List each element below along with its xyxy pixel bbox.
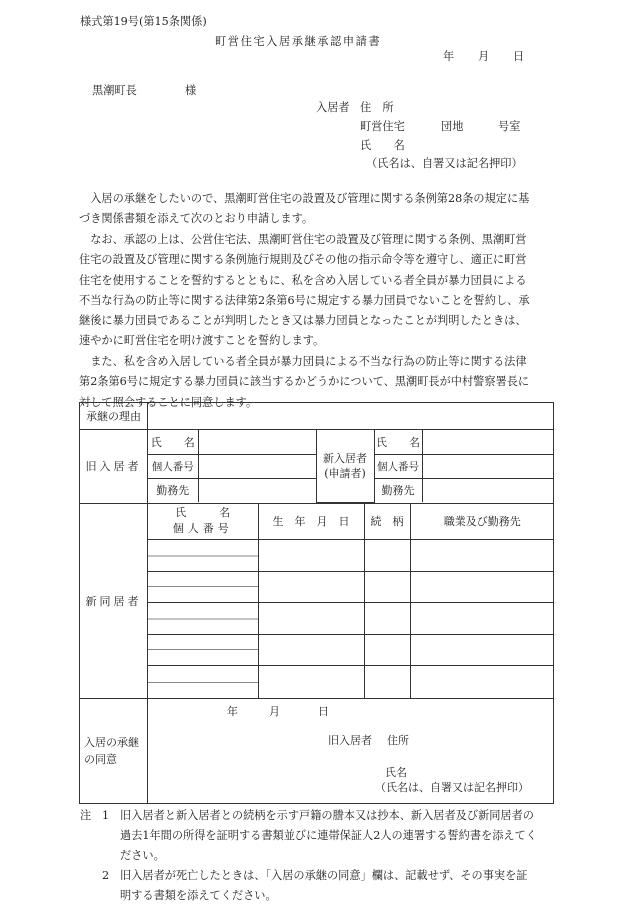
new-resident-personal-number-field[interactable] bbox=[422, 454, 554, 478]
form-number: 様式第19号(第15条関係) bbox=[80, 15, 207, 28]
applicant-name-label: 氏 名 bbox=[360, 139, 405, 152]
cohabitant-job-header: 職業及び勤務先 bbox=[410, 504, 554, 540]
consent-month: 月 bbox=[269, 704, 280, 718]
consent-year: 年 bbox=[227, 704, 238, 718]
cohabitant-name-header: 氏 名 bbox=[175, 506, 231, 520]
consent-signature-note: （氏名は、自署又は記名押印） bbox=[375, 780, 529, 794]
consent-address-label: 住所 bbox=[387, 733, 409, 747]
applicant-address-label: 住 所 bbox=[360, 101, 394, 114]
applicant-signature-note: （氏名は、自署又は記名押印） bbox=[366, 157, 523, 170]
addressee-honorific: 様 bbox=[185, 84, 197, 97]
note-number-2: 2 bbox=[102, 869, 110, 882]
applicant-room: 号室 bbox=[498, 120, 521, 133]
new-resident-workplace-field[interactable] bbox=[422, 478, 554, 502]
cohabitant-job-cell[interactable] bbox=[410, 540, 554, 572]
note-2-line-2: 明する書類を添えてください。 bbox=[120, 889, 277, 902]
reason-label: 承継の理由 bbox=[80, 403, 148, 430]
cohabitant-name-cell[interactable] bbox=[148, 634, 258, 666]
new-resident-personal-number-label: 個人番号 bbox=[374, 454, 422, 478]
cohabitant-name-cell[interactable] bbox=[148, 666, 258, 698]
cohabitant-job-cell[interactable] bbox=[410, 666, 554, 698]
consent-label: 入居の承継の同意 bbox=[80, 698, 148, 803]
date-day: 日 bbox=[513, 50, 525, 63]
cohabitant-name-header-cell bbox=[148, 504, 258, 540]
old-resident-name-label: 氏 名 bbox=[148, 430, 198, 454]
table-row bbox=[148, 666, 554, 698]
consent-old-resident: 旧入居者 bbox=[328, 733, 372, 747]
old-resident-label: 旧入居者 bbox=[80, 430, 148, 504]
table-row bbox=[148, 603, 554, 635]
note-number-1: 1 bbox=[102, 809, 110, 822]
table-row bbox=[148, 634, 554, 666]
applicant-label: 入居者 bbox=[316, 101, 350, 114]
addressee-name: 黒潮町長 bbox=[92, 84, 137, 97]
cohabitant-name-cell[interactable] bbox=[148, 540, 258, 572]
date-year: 年 bbox=[443, 50, 455, 63]
cohabitant-relation-cell[interactable] bbox=[364, 571, 410, 603]
page-title: 町営住宅入居承継承認申請書 bbox=[215, 35, 382, 48]
new-resident-workplace-label: 勤務先 bbox=[374, 478, 422, 502]
cohabitant-birth-cell[interactable] bbox=[258, 540, 364, 572]
table-row bbox=[148, 540, 554, 572]
old-resident-workplace-field[interactable] bbox=[198, 478, 316, 502]
date-month: 月 bbox=[478, 50, 490, 63]
cohabitant-birth-cell[interactable] bbox=[258, 571, 364, 603]
cohabitant-relation-cell[interactable] bbox=[364, 603, 410, 635]
applicant-danchi: 団地 bbox=[441, 120, 464, 133]
table-row bbox=[148, 571, 554, 603]
new-resident-label-cell bbox=[316, 430, 374, 502]
cohabitant-relation-cell[interactable] bbox=[364, 634, 410, 666]
reason-field[interactable] bbox=[148, 403, 554, 430]
cohabitant-relation-cell[interactable] bbox=[364, 540, 410, 572]
cohabitant-label: 新同居者 bbox=[80, 503, 148, 698]
applicant-housing-label: 町営住宅 bbox=[360, 120, 405, 133]
cohabitant-job-cell[interactable] bbox=[410, 603, 554, 635]
new-resident-name-field[interactable] bbox=[422, 430, 554, 454]
consent-name-label: 氏名 bbox=[385, 765, 407, 779]
cohabitant-birth-cell[interactable] bbox=[258, 634, 364, 666]
cohabitant-name-cell[interactable] bbox=[148, 571, 258, 603]
body-paragraph-3: また、私を含め入居している者全員が暴力団員による不当な行為の防止等に関する法律 第2条第6号に規定する暴力団員に該当するかどうかについて、黒潮町長が中村警察署長に 対して照会することに同意します。 bbox=[79, 355, 530, 409]
notes-prefix: 注 bbox=[80, 809, 92, 822]
new-resident-label: 新入居者 bbox=[323, 451, 367, 465]
cohabitant-birth-cell[interactable] bbox=[258, 603, 364, 635]
note-1-line-1: 旧入居者と新入居者との続柄を示す戸籍の謄本又は抄本、新入居者及び新同居者の bbox=[120, 809, 534, 822]
body-paragraph-2: なお、承認の上は、公営住宅法、黒潮町営住宅の設置及び管理に関する条例、黒潮町営 住宅の設置及び管理に関する条例施行規則及びその他の指示命令等を遵守し、適正に町営 住宅を使用することを誓約するとともに、私を含め入居している者全員が暴力団員による 不当な行為の防止等に関する法律第2条第6号に規定する暴力団員でないことを誓約し、承 継後に暴力団員であることが判明したとき又は暴力団員となったことが判明したときは、 速やかに町営住宅を明け渡すことを誓約します。 bbox=[79, 233, 530, 348]
cohabitant-relation-header: 続 柄 bbox=[364, 504, 410, 540]
cohabitant-birth-header: 生 年 月 日 bbox=[258, 504, 364, 540]
old-resident-workplace-label: 勤務先 bbox=[148, 478, 198, 502]
old-resident-name-field[interactable] bbox=[198, 430, 316, 454]
old-resident-personal-number-field[interactable] bbox=[198, 454, 316, 478]
note-1-line-3: ださい。 bbox=[120, 849, 165, 862]
consent-area bbox=[148, 698, 554, 803]
cohabitant-job-cell[interactable] bbox=[410, 571, 554, 603]
cohabitant-relation-cell[interactable] bbox=[364, 666, 410, 698]
new-resident-name-label: 氏 名 bbox=[374, 430, 422, 454]
old-resident-personal-number-label: 個人番号 bbox=[148, 454, 198, 478]
body-paragraph-1: 入居の承継をしたいので、黒潮町営住宅の設置及び管理に関する条例第28条の規定に基 づき関係書類を添えて次のとおり申請します。 bbox=[79, 192, 530, 226]
application-table bbox=[79, 402, 554, 804]
cohabitant-job-cell[interactable] bbox=[410, 634, 554, 666]
note-2-line-1: 旧入居者が死亡したときは、「入居の承継の同意」欄は、記載せず、その事実を証 bbox=[120, 869, 528, 882]
new-resident-applicant-paren: (申請者) bbox=[324, 466, 366, 480]
cohabitant-birth-cell[interactable] bbox=[258, 666, 364, 698]
cohabitant-personal-number-header: 個人番号 bbox=[172, 522, 233, 536]
cohabitant-name-cell[interactable] bbox=[148, 603, 258, 635]
note-1-line-2: 過去1年間の所得を証明する書類並びに連帯保証人2人の連署する誓約書を添えてく bbox=[120, 829, 537, 842]
consent-day: 日 bbox=[318, 704, 329, 718]
